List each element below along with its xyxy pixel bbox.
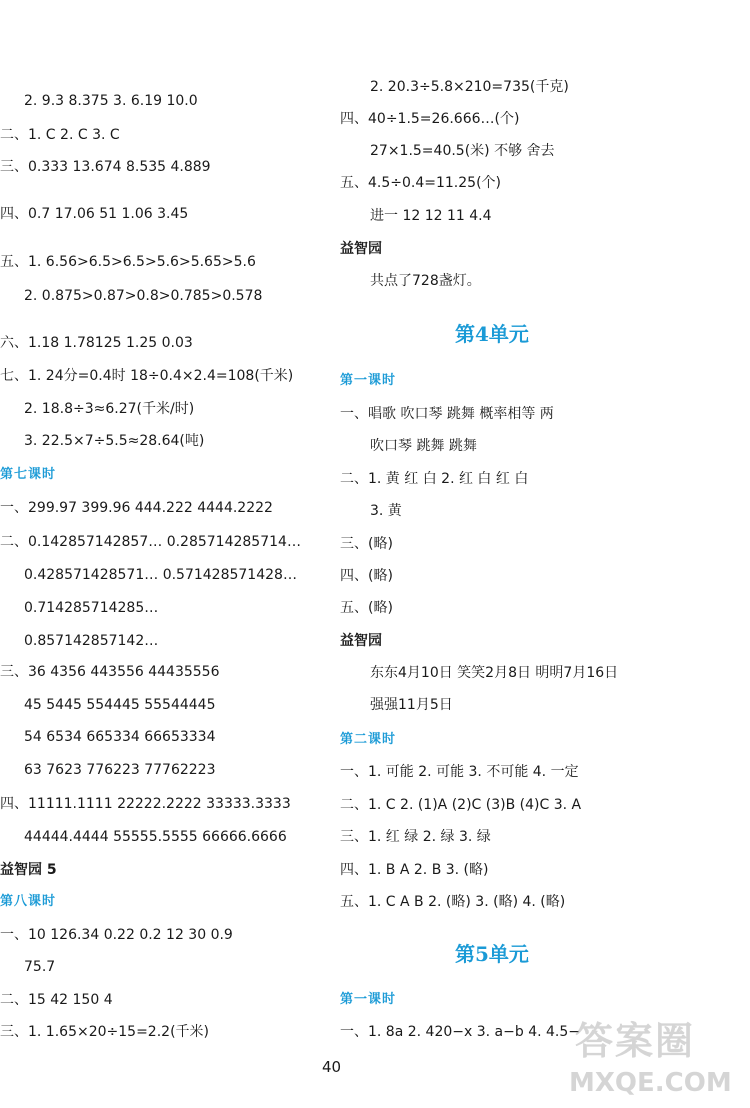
answer-line: 五、1. C A B 2. (略) 3. (略) 4. (略) bbox=[340, 894, 566, 910]
answer-line: 一、唱歌 吹口琴 跳舞 概率相等 两 bbox=[340, 406, 554, 422]
answer-line: 共点了728盏灯。 bbox=[370, 273, 481, 289]
answer-line: 五、(略) bbox=[340, 600, 393, 616]
answer-line: 三、1. 1.65×20÷15=2.2(千米) bbox=[0, 1024, 209, 1040]
bonus-section: 益智园 5 bbox=[0, 862, 57, 878]
answer-line: 五、1. 6.56>6.5>6.5>5.6>5.65>5.6 bbox=[0, 254, 256, 270]
answer-line: 2. 0.875>0.87>0.8>0.785>0.578 bbox=[24, 288, 263, 304]
page-number: 40 bbox=[322, 1058, 342, 1076]
answer-line: 三、(略) bbox=[340, 536, 393, 552]
answer-line: 六、1.18 1.78125 1.25 0.03 bbox=[0, 335, 193, 351]
answer-line: 44444.4444 55555.5555 66666.6666 bbox=[24, 829, 287, 845]
answer-line: 二、1. 黄 红 白 2. 红 白 红 白 bbox=[340, 471, 529, 487]
answer-line: 四、1. B A 2. B 3. (略) bbox=[340, 862, 489, 878]
unit-title: 第4单元 bbox=[455, 322, 529, 346]
answer-line: 3. 22.5×7÷5.5≈28.64(吨) bbox=[24, 433, 205, 449]
answer-line: 四、11111.1111 22222.2222 33333.3333 bbox=[0, 796, 291, 812]
answer-line: 2. 18.8÷3≈6.27(千米/时) bbox=[24, 401, 195, 417]
answer-line: 2. 20.3÷5.8×210=735(千克) bbox=[370, 79, 569, 95]
watermark-text-bottom: MXQE.COM bbox=[569, 1068, 732, 1098]
answer-line: 75.7 bbox=[24, 959, 56, 975]
section-heading: 第一课时 bbox=[340, 992, 397, 1007]
answer-line: 3. 黄 bbox=[370, 503, 402, 519]
section-heading: 第二课时 bbox=[340, 732, 397, 747]
answer-line: 一、299.97 399.96 444.222 4444.2222 bbox=[0, 500, 273, 516]
section-heading: 第八课时 bbox=[0, 894, 57, 909]
bonus-section-title: 益智园 bbox=[340, 241, 382, 257]
answer-line: 0.857142857142… bbox=[24, 633, 159, 649]
answer-line: 二、1. C 2. (1)A (2)C (3)B (4)C 3. A bbox=[340, 797, 582, 813]
answer-line: 强强11月5日 bbox=[370, 697, 453, 713]
answer-line: 一、1. 8a 2. 420−x 3. a−b 4. 4.5− bbox=[340, 1024, 580, 1040]
answer-line: 四、40÷1.5=26.666…(个) bbox=[340, 111, 520, 127]
watermark-logo bbox=[565, 1010, 745, 1105]
section-heading: 第一课时 bbox=[340, 373, 397, 388]
answer-line: 二、1. C 2. C 3. C bbox=[0, 127, 120, 143]
unit-title: 第5单元 bbox=[455, 942, 529, 966]
section-heading: 第七课时 bbox=[0, 467, 57, 482]
answer-line: 0.714285714285… bbox=[24, 600, 159, 616]
answer-line: 三、1. 红 绿 2. 绿 3. 绿 bbox=[340, 829, 491, 845]
answer-line: 54 6534 665334 66653334 bbox=[24, 729, 216, 745]
answer-line: 进一 12 12 11 4.4 bbox=[370, 208, 492, 224]
answer-line: 63 7623 776223 77762223 bbox=[24, 762, 216, 778]
watermark-text-top: 答案圈 bbox=[575, 1019, 696, 1063]
answer-line: 五、4.5÷0.4=11.25(个) bbox=[340, 175, 501, 191]
answer-line: 0.428571428571… 0.571428571428… bbox=[24, 567, 297, 583]
answer-line: 45 5445 554445 55544445 bbox=[24, 697, 216, 713]
answer-line: 二、0.142857142857… 0.285714285714… bbox=[0, 534, 301, 550]
answer-line: 27×1.5=40.5(米) 不够 舍去 bbox=[370, 143, 555, 159]
answer-line: 2. 9.3 8.375 3. 6.19 10.0 bbox=[24, 93, 198, 109]
answer-line: 三、0.333 13.674 8.535 4.889 bbox=[0, 159, 211, 175]
answer-line: 吹口琴 跳舞 跳舞 bbox=[370, 438, 477, 454]
answer-line: 一、1. 可能 2. 可能 3. 不可能 4. 一定 bbox=[340, 764, 579, 780]
answer-line: 二、15 42 150 4 bbox=[0, 992, 113, 1008]
answer-line: 一、10 126.34 0.22 0.2 12 30 0.9 bbox=[0, 927, 233, 943]
answer-line: 七、1. 24分=0.4时 18÷0.4×2.4=108(千米) bbox=[0, 368, 294, 384]
answer-line: 东东4月10日 笑笑2月8日 明明7月16日 bbox=[370, 665, 619, 681]
answer-line: 三、36 4356 443556 44435556 bbox=[0, 664, 220, 680]
bonus-section-title: 益智园 bbox=[340, 633, 382, 649]
answer-line: 四、0.7 17.06 51 1.06 3.45 bbox=[0, 206, 189, 222]
answer-line: 四、(略) bbox=[340, 568, 393, 584]
